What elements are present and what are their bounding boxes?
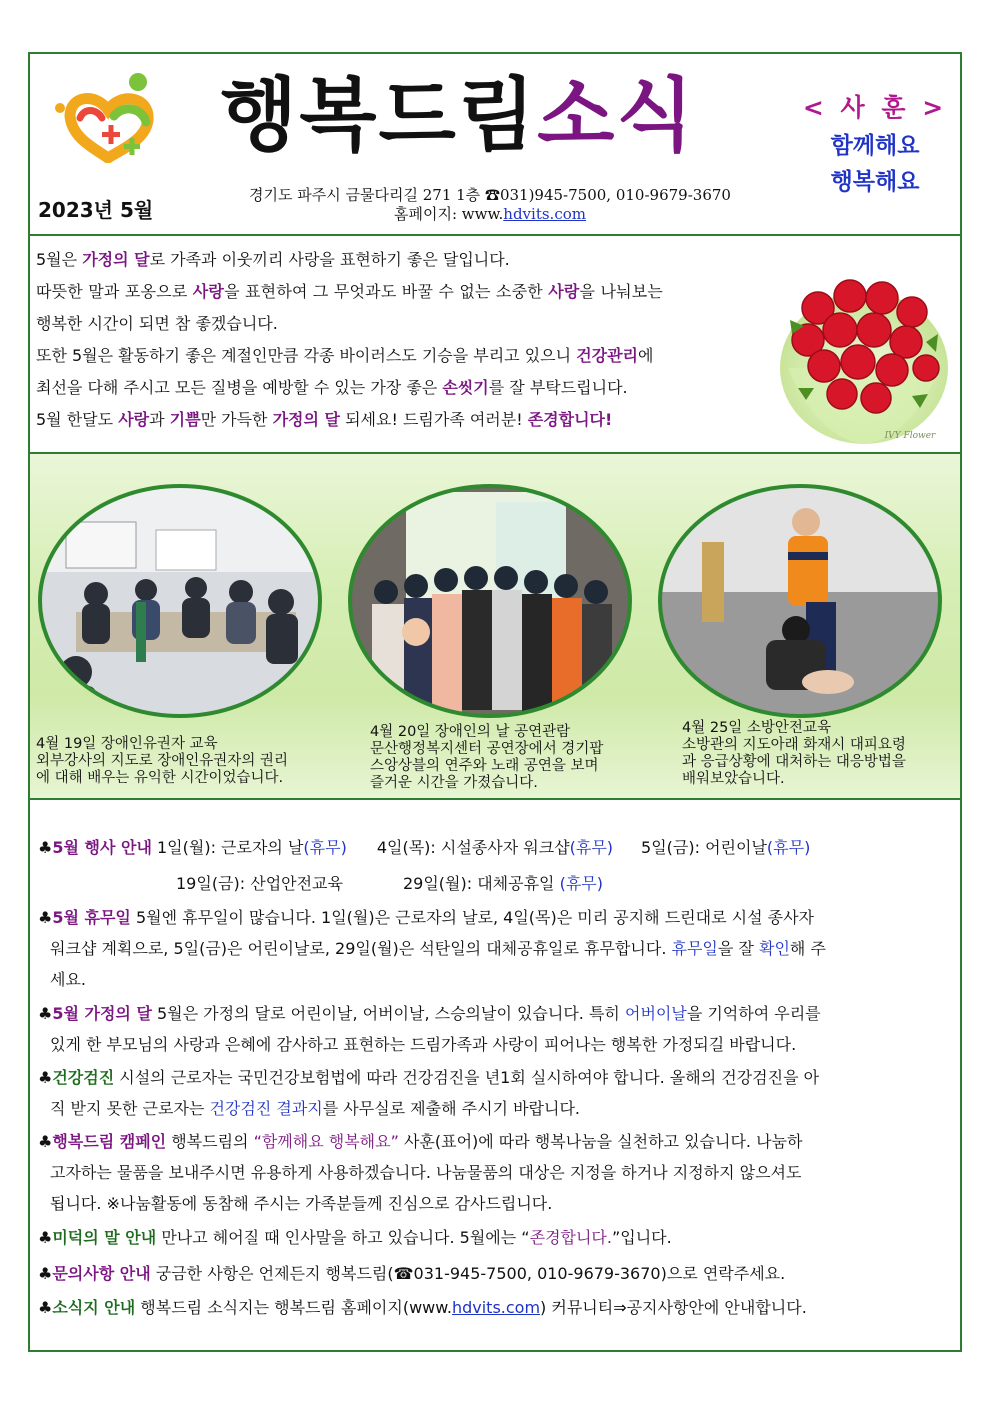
address-block: [200, 186, 780, 224]
text: 따뜻한 말과 포옹으로: [36, 282, 193, 301]
holiday-tag: (휴무): [559, 874, 603, 893]
notice-label: 소식지 안내: [52, 1298, 136, 1317]
club-icon: ♣: [38, 908, 53, 927]
notice-inquiry: [38, 1258, 950, 1289]
notice-health-check: [38, 1062, 950, 1124]
notice-text: 사훈(표어)에 따라 행복나눔을 실천하고 있습니다. 나눔하: [398, 1132, 803, 1151]
caption-text: 즐거운 시간을 가졌습니다.: [370, 775, 538, 791]
intro-line4: [36, 340, 771, 372]
highlight: 사랑: [118, 410, 150, 429]
event-item: 4일(목): 시설종사자 워크샵: [376, 838, 570, 857]
event-item: 5일(금): 어린이날: [641, 838, 767, 857]
homepage-label: 홈페이지: www.: [394, 205, 504, 223]
caption-text: 에 대해 배우는 유익한 시간이었습니다.: [36, 770, 284, 786]
notice-text: 행복드림의: [166, 1132, 254, 1151]
club-icon: ♣: [38, 1004, 53, 1023]
text: 만 가득한: [200, 410, 273, 429]
notices-section: [30, 800, 960, 1350]
club-icon: ♣: [38, 1264, 53, 1283]
text: 되세요! 드림가족 여러분!: [339, 410, 528, 429]
holiday-tag: (휴무): [766, 838, 811, 857]
notice-text: 를 사무실로 제출해 주시기 바랍니다.: [322, 1099, 581, 1118]
photo-voter-education: [36, 482, 324, 720]
intro-line2: [36, 276, 771, 308]
photo-fire-safety: [656, 482, 944, 720]
club-icon: ♣: [38, 1132, 53, 1151]
highlight: 가정의 달: [272, 410, 340, 429]
caption-text: 문산행정복지센터 공연장에서 경기팝: [370, 741, 604, 757]
notice-text: 워크샵 계획으로, 5일(금)은 어린이날로, 29일(월)은 석탄일의 대체공휴일로 휴무합니다.: [50, 939, 672, 958]
notice-text: ”입니다.: [611, 1228, 672, 1247]
holiday-tag: (휴무): [569, 838, 614, 857]
highlight: 존경합니다!: [527, 410, 613, 429]
notice-text: 을 잘: [717, 939, 759, 958]
highlight: 손씻기: [442, 378, 489, 397]
caption-1: [36, 736, 288, 787]
intro-text: [36, 244, 771, 436]
homepage: [200, 205, 780, 224]
title-part1: 행복드림: [220, 69, 538, 162]
motto-line2: 행복해요: [830, 169, 920, 195]
text: 5월은: [36, 250, 83, 269]
club-icon: ♣: [38, 1298, 53, 1317]
club-icon: ♣: [38, 1228, 53, 1247]
notice-text: 만나고 헤어질 때 인사말을 하고 있습니다. 5월에는 “: [156, 1228, 530, 1247]
caption-text: 소방관의 지도아래 화재시 대피요령: [682, 737, 906, 753]
newsletter-frame: [28, 52, 962, 1352]
notice-label: 행복드림 캠페인: [52, 1132, 167, 1151]
homepage-link[interactable]: hdvits.com: [451, 1298, 541, 1317]
highlight: 건강관리: [576, 346, 639, 365]
text: 를 잘 부탁드립니다.: [488, 378, 628, 397]
intro-line5: [36, 372, 771, 404]
notice-text: 궁금한 사항은 언제든지 행복드림(☎031-945-7500, 010-9679-3670)으로 연락주세요.: [150, 1264, 786, 1283]
notice-label: 건강검진: [52, 1068, 115, 1087]
emphasis: 확인: [758, 939, 790, 958]
notice-holiday: [38, 902, 950, 995]
notice-campaign: [38, 1126, 950, 1219]
text: 또한 5월은 활동하기 좋은 계절인만큼 각종 바이러스도 기승을 부리고 있으니: [36, 346, 577, 365]
emphasis: 휴무일: [671, 939, 718, 958]
highlight: 기쁨: [169, 410, 201, 429]
event-item: 19일(금): 산업안전교육: [176, 874, 343, 893]
notice-text: ) 커뮤니티⇒공지사항안에 안내합니다.: [540, 1298, 807, 1317]
caption-text: 과 응급상황에 대처하는 대응방법을: [682, 754, 906, 770]
emphasis: 건강검진 결과지: [209, 1099, 323, 1118]
highlight: 사랑: [548, 282, 580, 301]
club-icon: ♣: [38, 838, 53, 857]
text: 로 가족과 이웃끼리 사랑을 표현하기 좋은 달입니다.: [149, 250, 510, 269]
text: 과: [149, 410, 170, 429]
notice-text: 됩니다. ※나눔활동에 동참해 주시는 가족분들께 진심으로 감사드립니다.: [50, 1194, 553, 1213]
notice-newsletter: [38, 1292, 950, 1323]
notice-label: 5월 행사 안내: [52, 838, 152, 857]
notice-text: 직 받지 못한 근로자는: [50, 1099, 210, 1118]
club-icon: ♣: [38, 1068, 53, 1087]
notice-events: [38, 832, 950, 863]
caption-text: 스앙상블의 연주와 노래 공연을 보며: [370, 758, 599, 774]
text: 에: [638, 346, 654, 365]
motto-heading: < 사 훈 >: [802, 93, 948, 122]
notice-label: 5월 휴무일: [52, 908, 131, 927]
notice-text: 고자하는 물품을 보내주시면 유용하게 사용하겠습니다. 나눔물품의 대상은 지정을 하거나 지정하지 않으셔도: [50, 1163, 802, 1182]
address: 경기도 파주시 금물다리길 271 1층 ☎031)945-7500, 010-9679-3670: [249, 186, 731, 204]
notice-events-row2: [176, 868, 876, 899]
photo-performance: [346, 482, 634, 720]
notice-text: 을 기억하여 우리를: [686, 1004, 821, 1023]
caption-3: [682, 720, 906, 788]
intro-line3: 행복한 시간이 되면 참 좋겠습니다.: [36, 314, 278, 333]
notice-text: 5월엔 휴무일이 많습니다. 1일(월)은 근로자의 날로, 4일(목)은 미리 공지해 드린대로 시설 종사자: [130, 908, 815, 927]
highlight: 가정의 달: [82, 250, 150, 269]
homepage-link[interactable]: hdvits.com: [503, 205, 586, 223]
notice-text: 5월은 가정의 달로 어린이날, 어버이날, 스승의날이 있습니다. 특히: [151, 1004, 625, 1023]
notice-virtue-words: [38, 1222, 950, 1253]
company-motto: [790, 88, 960, 200]
intro-section: [30, 234, 960, 454]
text: 을 표현하여 그 무엇과도 바꿀 수 없는 소중한: [224, 282, 549, 301]
notice-text: 세요.: [50, 970, 86, 989]
notice-text: 시설의 근로자는 국민건강보험법에 따라 건강검진을 년1회 실시하여야 합니다. 올해의 건강검진을 아: [114, 1068, 820, 1087]
caption-text: 외부강사의 지도로 장애인유권자의 권리: [36, 753, 288, 769]
caption-text: 배워보았습니다.: [682, 771, 785, 787]
notice-label: 문의사항 안내: [52, 1264, 151, 1283]
emphasis: 어버이날: [624, 1004, 687, 1023]
notice-family-month: [38, 998, 950, 1060]
header: [30, 54, 960, 234]
carnation-bouquet-image: [778, 248, 950, 446]
intro-line6: [36, 404, 771, 436]
notice-text: 행복드림 소식지는 행복드림 홈페이지(www.: [135, 1298, 452, 1317]
highlight: 사랑: [192, 282, 225, 301]
event-item: 1일(월): 근로자의 날: [151, 838, 304, 857]
issue-date: 2023년 5월: [38, 198, 154, 222]
event-item: 29일(월): 대체공휴일: [402, 874, 560, 893]
emphasis: “함께해요 행복해요”: [253, 1132, 399, 1151]
motto-line1: 함께해요: [830, 133, 920, 159]
intro-line1: [36, 244, 771, 276]
caption-title: 4월 19일 장애인유권자 교육: [36, 736, 218, 752]
notice-text: 해 주: [789, 939, 826, 958]
flower-caption: IVY Flower: [884, 431, 936, 441]
text: 을 나눠보는: [579, 282, 664, 301]
caption-title: 4월 25일 소방안전교육: [682, 720, 831, 736]
text: 5월 한달도: [36, 410, 119, 429]
text: 최선을 다해 주시고 모든 질병을 예방할 수 있는 가장 좋은: [36, 378, 443, 397]
caption-title: 4월 20일 장애인의 날 공연관람: [370, 724, 571, 740]
logo-icon: [50, 68, 175, 163]
title-part2: 소식: [537, 69, 696, 162]
holiday-tag: (휴무): [303, 838, 347, 857]
photo-band: [30, 454, 960, 800]
newsletter-title: [220, 60, 696, 172]
notice-text: 있게 한 부모님의 사랑과 은혜에 감사하고 표현하는 드림가족과 사랑이 피어나는 행복한 가정되길 바랍니다.: [50, 1035, 797, 1054]
notice-label: 5월 가정의 달: [52, 1004, 152, 1023]
caption-2: [370, 724, 603, 792]
notice-label: 미덕의 말 안내: [52, 1228, 157, 1247]
emphasis: 존경합니다.: [529, 1228, 612, 1247]
